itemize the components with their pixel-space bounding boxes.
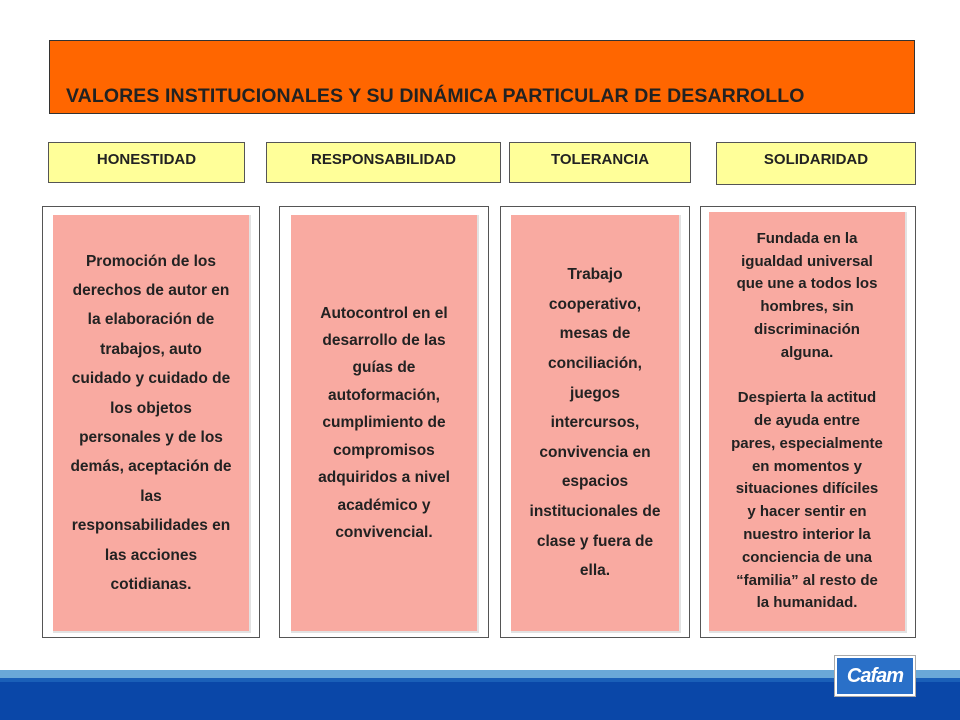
header-solidaridad: SOLIDARIDAD [716,142,916,185]
header-tolerancia: TOLERANCIA [509,142,691,183]
content-responsabilidad-text: Autocontrol en el desarrollo de las guías de autoformación, cumplimiento de compromisos adquiridos a nivel académico y convivencial. [318,304,450,541]
panel-honestidad [42,206,260,638]
content-solidaridad-text: Fundada en la igualdad universal que une a todos los hombres, sin discriminación alguna. Despierta la actitud de ayuda entre pares, especialmente en momentos y situaciones difíciles y hacer sentir en nuestro interior la conciencia de una “familia” al resto de la humanidad. [731,229,883,612]
content-tolerancia [511,215,681,633]
footer-band [0,670,960,720]
header-responsabilidad: RESPONSABILIDAD [266,142,501,183]
title-banner [49,40,915,114]
header-honestidad: HONESTIDAD [48,142,245,183]
cafam-logo-text: Cafam [837,658,913,694]
content-responsabilidad [291,215,479,633]
page-title: VALORES INSTITUCIONALES Y SU DINÁMICA PARTICULAR DE DESARROLLO [66,85,805,107]
content-tolerancia-text: Trabajo cooperativo, mesas de conciliación, juegos intercursos, convivencia en espacios institucionales de clase y fuera de ella. [529,266,661,580]
panel-solidaridad [700,206,916,638]
panel-responsabilidad [279,206,489,638]
content-solidaridad [709,212,907,633]
panel-tolerancia [500,206,690,638]
content-honestidad-text: Promoción de los derechos de autor en la elaboración de trabajos, auto cuidado y cuidado de los objetos personales y de los demás, aceptación de las responsabilidades en las acciones cotidianas. [70,252,232,594]
cafam-logo [834,655,916,697]
content-honestidad [53,215,251,633]
